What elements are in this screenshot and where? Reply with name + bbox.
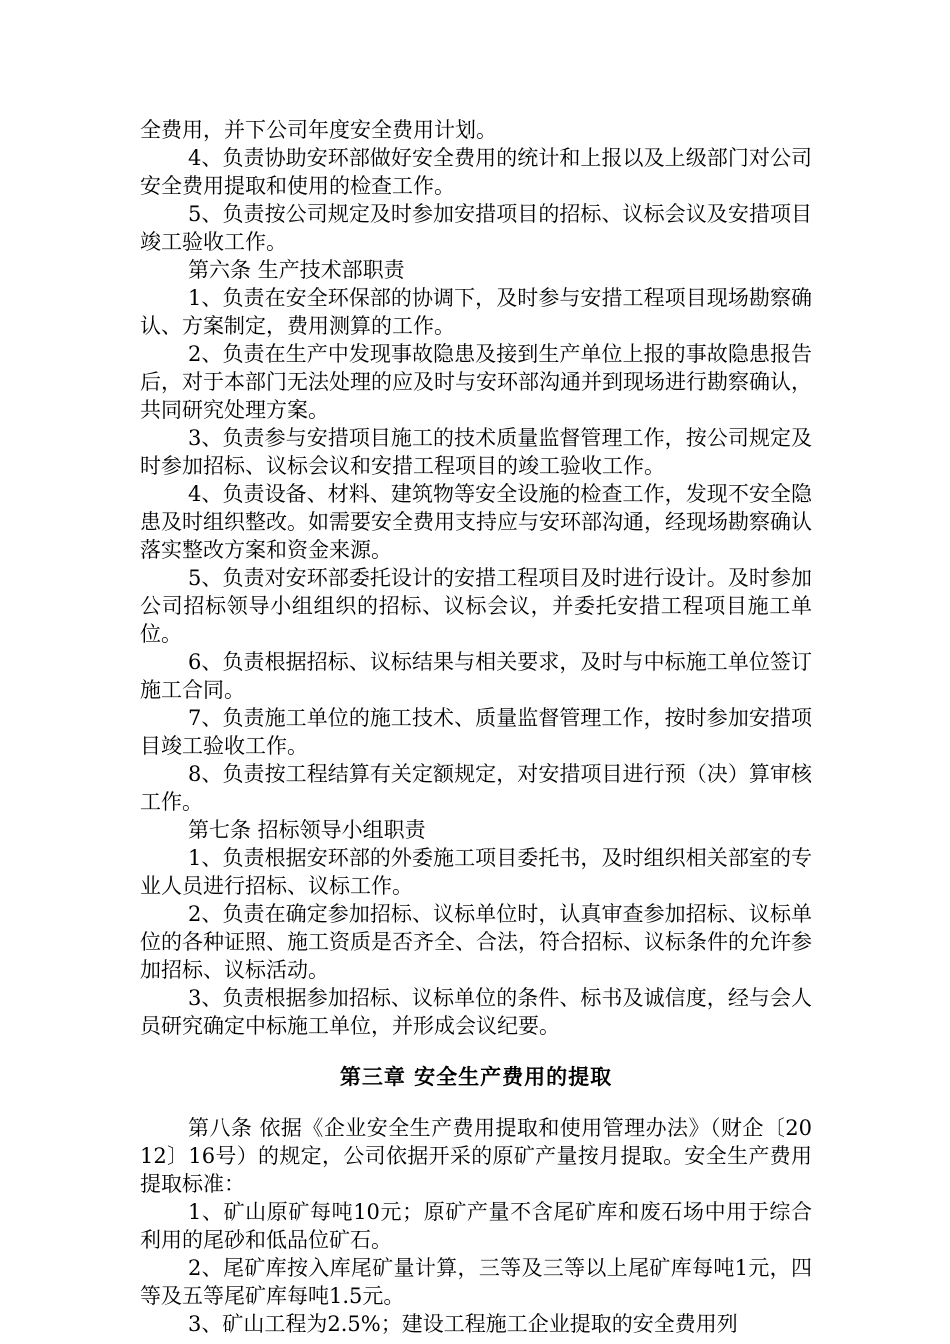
paragraph: 4、负责协助安环部做好安全费用的统计和上报以及上级部门对公司安全费用提取和使用的检查工作。 (140, 146, 812, 198)
paragraph: 7、负责施工单位的施工技术、质量监督管理工作，按时参加安措项目竣工验收工作。 (140, 706, 812, 758)
paragraph: 2、负责在确定参加招标、议标单位时，认真审查参加招标、议标单位的各种证照、施工资质是否齐全、合法，符合招标、议标条件的允许参加招标、议标活动。 (140, 902, 812, 982)
paragraph: 5、负责按公司规定及时参加安措项目的招标、议标会议及安措项目竣工验收工作。 (140, 202, 812, 254)
paragraph: 3、负责参与安措项目施工的技术质量监督管理工作，按公司规定及时参加招标、议标会议和安措工程项目的竣工验收工作。 (140, 426, 812, 478)
paragraph: 第八条 依据《企业安全生产费用提取和使用管理办法》（财企〔2012〕16号）的规定，公司依据开采的原矿产量按月提取。安全生产费用提取标准： (140, 1116, 812, 1196)
paragraph: 2、尾矿库按入库尾矿量计算，三等及三等以上尾矿库每吨1元，四等及五等尾矿库每吨1.5元。 (140, 1256, 812, 1308)
paragraph: 2、负责在生产中发现事故隐患及接到生产单位上报的事故隐患报告后，对于本部门无法处理的应及时与安环部沟通并到现场进行勘察确认，共同研究处理方案。 (140, 342, 812, 422)
paragraph: 1、矿山原矿每吨10元；原矿产量不含尾矿库和废石场中用于综合利用的尾砂和低品位矿石。 (140, 1200, 812, 1252)
chapter-title: 第三章 安全生产费用的提取 (339, 1064, 613, 1089)
paragraph: 3、负责根据参加招标、议标单位的条件、标书及诚信度，经与会人员研究确定中标施工单位，并形成会议纪要。 (140, 986, 812, 1038)
document-page (140, 116, 812, 1338)
paragraph: 5、负责对安环部委托设计的安措工程项目及时进行设计。及时参加公司招标领导小组组织的招标、议标会议，并委托安措工程项目施工单位。 (140, 566, 812, 646)
paragraph: 8、负责按工程结算有关定额规定，对安措项目进行预（决）算审核工作。 (140, 762, 812, 814)
paragraph: 全费用，并下公司年度安全费用计划。 (140, 118, 497, 142)
paragraph: 4、负责设备、材料、建筑物等安全设施的检查工作，发现不安全隐患及时组织整改。如需要安全费用支持应与安环部沟通，经现场勘察确认落实整改方案和资金来源。 (140, 482, 812, 562)
paragraph: 6、负责根据招标、议标结果与相关要求，及时与中标施工单位签订施工合同。 (140, 650, 812, 702)
paragraph: 1、负责根据安环部的外委施工项目委托书，及时组织相关部室的专业人员进行招标、议标工作。 (140, 846, 812, 898)
article-heading: 第七条 招标领导小组职责 (188, 818, 426, 842)
article-heading: 第六条 生产技术部职责 (188, 258, 405, 282)
section-duties (140, 116, 812, 1040)
paragraph: 1、负责在安全环保部的协调下，及时参与安措工程项目现场勘察确认、方案制定，费用测算的工作。 (140, 286, 812, 338)
section-extraction (140, 1114, 812, 1338)
paragraph: 3、矿山工程为2.5%；建设工程施工企业提取的安全费用列 (188, 1312, 738, 1336)
